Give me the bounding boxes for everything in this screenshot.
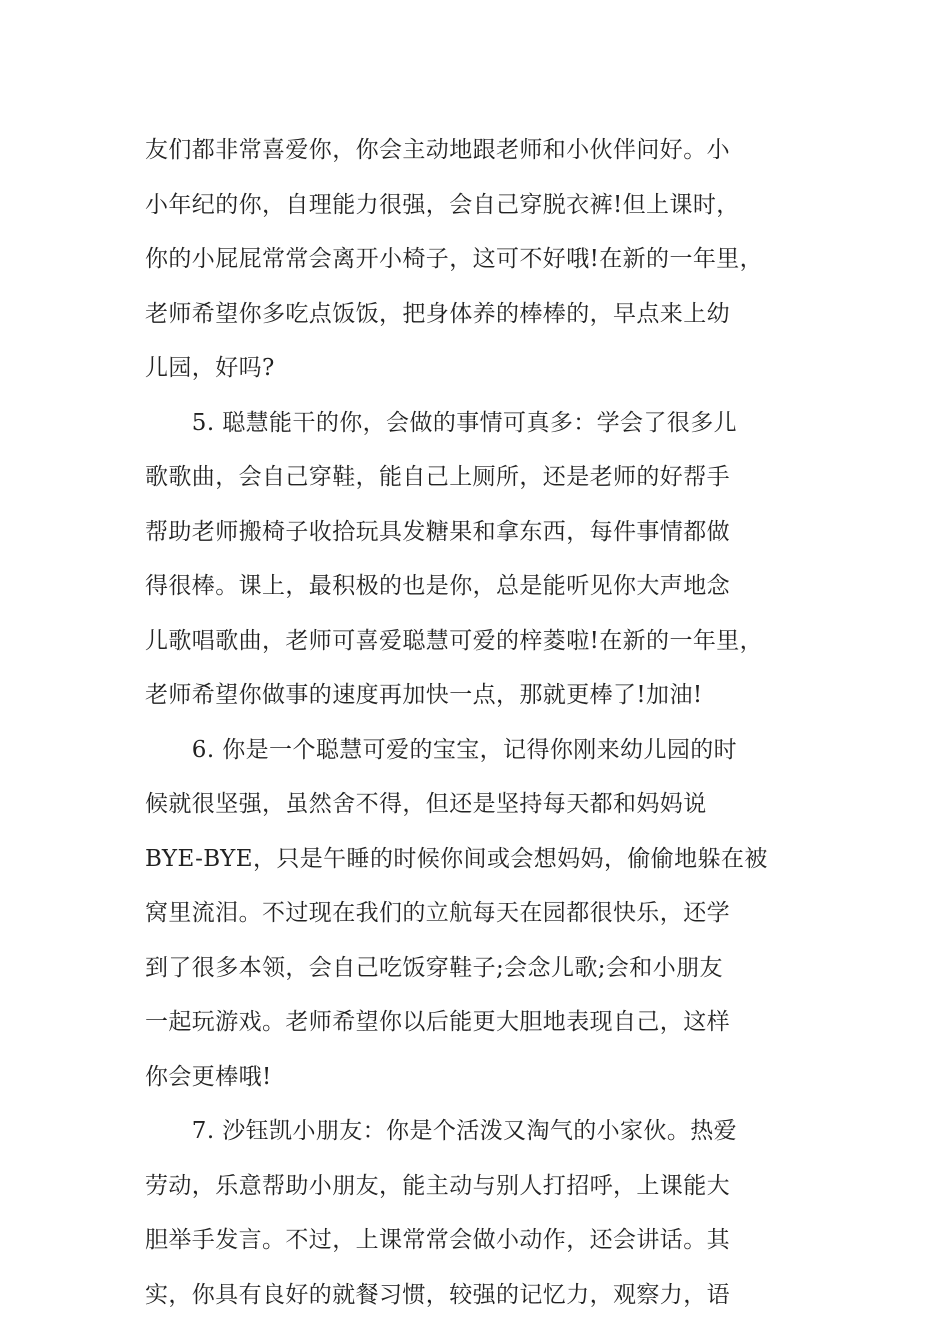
text-line: 到了很多本领，会自己吃饭穿鞋子;会念儿歌;会和小朋友 [145,954,723,981]
text-line: 你的小屁屁常常会离开小椅子，这可不好哦!在新的一年里， [145,246,764,272]
paragraph-7-first-line: 7. 沙钰凯小朋友：你是个活泼又淘气的小家伙。热爱 [145,1118,738,1144]
text-line: 小年纪的你，自理能力很强，会自己穿脱衣裤!但上课时， [145,191,740,218]
paragraph-5-first-line: 5. 聪慧能干的你，会做的事情可真多：学会了很多儿 [145,409,738,436]
text-line: 劳动，乐意帮助小朋友，能主动与别人打招呼，上课能大 [145,1172,730,1199]
text-line: 儿歌唱歌曲，老师可喜爱聪慧可爱的梓菱啦!在新的一年里， [145,627,764,654]
text-line: BYE-BYE，只是午睡的时候你间或会想妈妈，偷偷地躲在被 [145,845,768,872]
text-line: 帮助老师搬椅子收拾玩具发糖果和拿东西，每件事情都做 [145,518,730,545]
text-line: 歌歌曲，会自己穿鞋，能自己上厕所，还是老师的好帮手 [145,464,730,490]
text-line: 友们都非常喜爱你，你会主动地跟老师和小伙伴问好。小 [145,137,730,163]
text-line: 实，你具有良好的就餐习惯，较强的记忆力，观察力，语 [145,1281,730,1308]
text-line: 胆举手发言。不过，上课常常会做小动作，还会讲话。其 [145,1227,730,1253]
text-line: 老师希望你做事的速度再加快一点，那就更棒了!加油! [145,682,703,708]
paragraph-6-first-line: 6. 你是一个聪慧可爱的宝宝，记得你刚来幼儿园的时 [145,736,738,763]
text-line: 你会更棒哦! [145,1063,272,1090]
body-text [145,123,835,1322]
text-line: 一起玩游戏。老师希望你以后能更大胆地表现自己，这样 [145,1009,730,1035]
text-line: 儿园，好吗? [145,355,275,381]
text-line: 窝里流泪。不过现在我们的立航每天在园都很快乐，还学 [145,900,730,926]
text-line: 候就很坚强，虽然舍不得，但还是坚持每天都和妈妈说 [145,791,707,817]
text-line: 得很棒。课上，最积极的也是你，总是能听见你大声地念 [145,573,730,599]
text-line: 老师希望你多吃点饭饭，把身体养的棒棒的，早点来上幼 [145,300,730,327]
